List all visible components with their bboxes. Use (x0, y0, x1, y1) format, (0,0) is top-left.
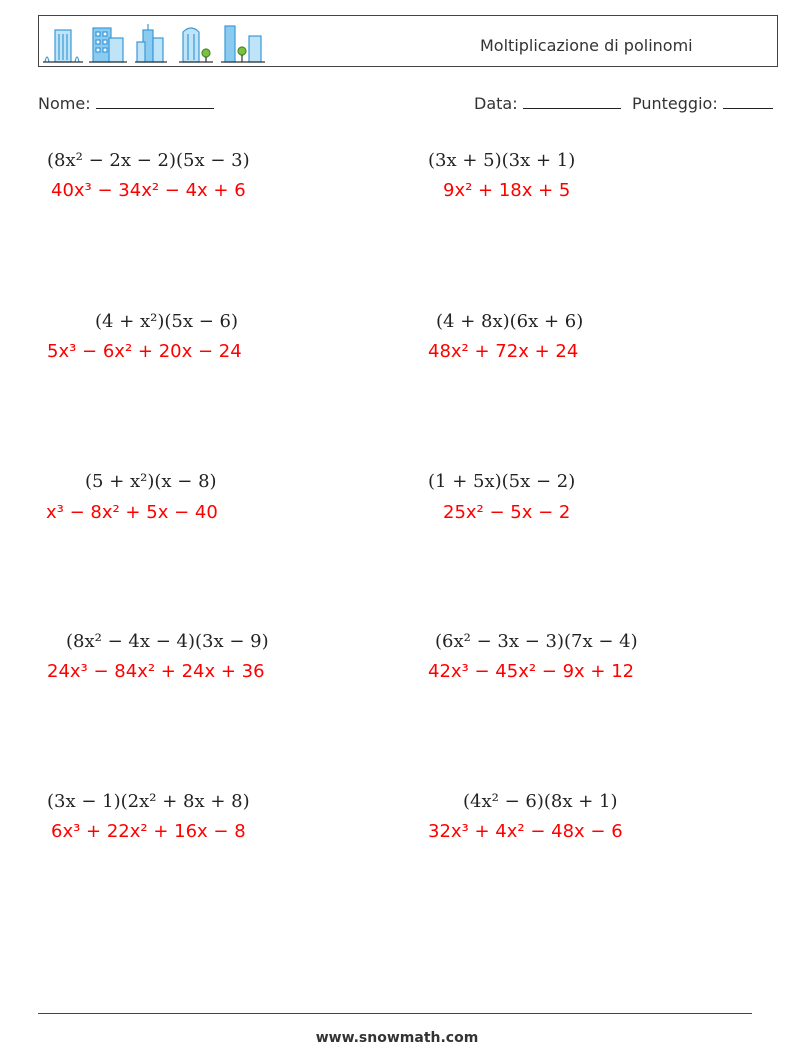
answer-6: 25x² − 5x − 2 (443, 502, 571, 523)
name-field[interactable] (38, 94, 214, 113)
answer-4: 48x² + 72x + 24 (428, 341, 579, 362)
answer-3: 5x³ − 6x² + 20x − 24 (47, 341, 242, 362)
header-icons (43, 22, 273, 64)
answer-1: 40x³ − 34x² − 4x + 6 (51, 180, 246, 201)
towers-tree-icon (221, 26, 265, 62)
problem-1: (8x² − 2x − 2)(5x − 3) (47, 150, 250, 171)
problem-5: (5 + x²)(x − 8) (85, 471, 217, 492)
problem-3: (4 + x²)(5x − 6) (95, 311, 239, 332)
apartment-building-icon (89, 28, 127, 62)
name-label: Nome: (38, 94, 91, 113)
problem-10: (4x² − 6)(8x + 1) (463, 791, 618, 812)
score-field[interactable] (632, 94, 773, 113)
answer-10: 32x³ + 4x² − 48x − 6 (428, 821, 623, 842)
answer-5: x³ − 8x² + 5x − 40 (46, 502, 218, 523)
skyscraper-tree-icon (179, 28, 213, 62)
worksheet-title: Moltiplicazione di polinomi (480, 36, 693, 55)
name-line[interactable] (96, 94, 214, 109)
answer-9: 6x³ + 22x² + 16x − 8 (51, 821, 246, 842)
answer-7: 24x³ − 84x² + 24x + 36 (47, 661, 265, 682)
date-line[interactable] (523, 94, 621, 109)
date-label: Data: (474, 94, 518, 113)
date-field[interactable] (474, 94, 621, 113)
city-buildings-icon (135, 24, 167, 62)
problem-4: (4 + 8x)(6x + 6) (436, 311, 584, 332)
problem-9: (3x − 1)(2x² + 8x + 8) (47, 791, 250, 812)
problem-7: (8x² − 4x − 4)(3x − 9) (66, 631, 269, 652)
answer-8: 42x³ − 45x² − 9x + 12 (428, 661, 635, 682)
problem-2: (3x + 5)(3x + 1) (428, 150, 576, 171)
score-line[interactable] (723, 94, 773, 109)
answer-2: 9x² + 18x + 5 (443, 180, 571, 201)
problem-6: (1 + 5x)(5x − 2) (428, 471, 576, 492)
score-label: Punteggio: (632, 94, 718, 113)
footer-url[interactable]: www.snowmath.com (315, 1030, 479, 1046)
footer-divider (38, 1013, 752, 1014)
problem-8: (6x² − 3x − 3)(7x − 4) (435, 631, 638, 652)
office-building-icon (43, 30, 83, 62)
